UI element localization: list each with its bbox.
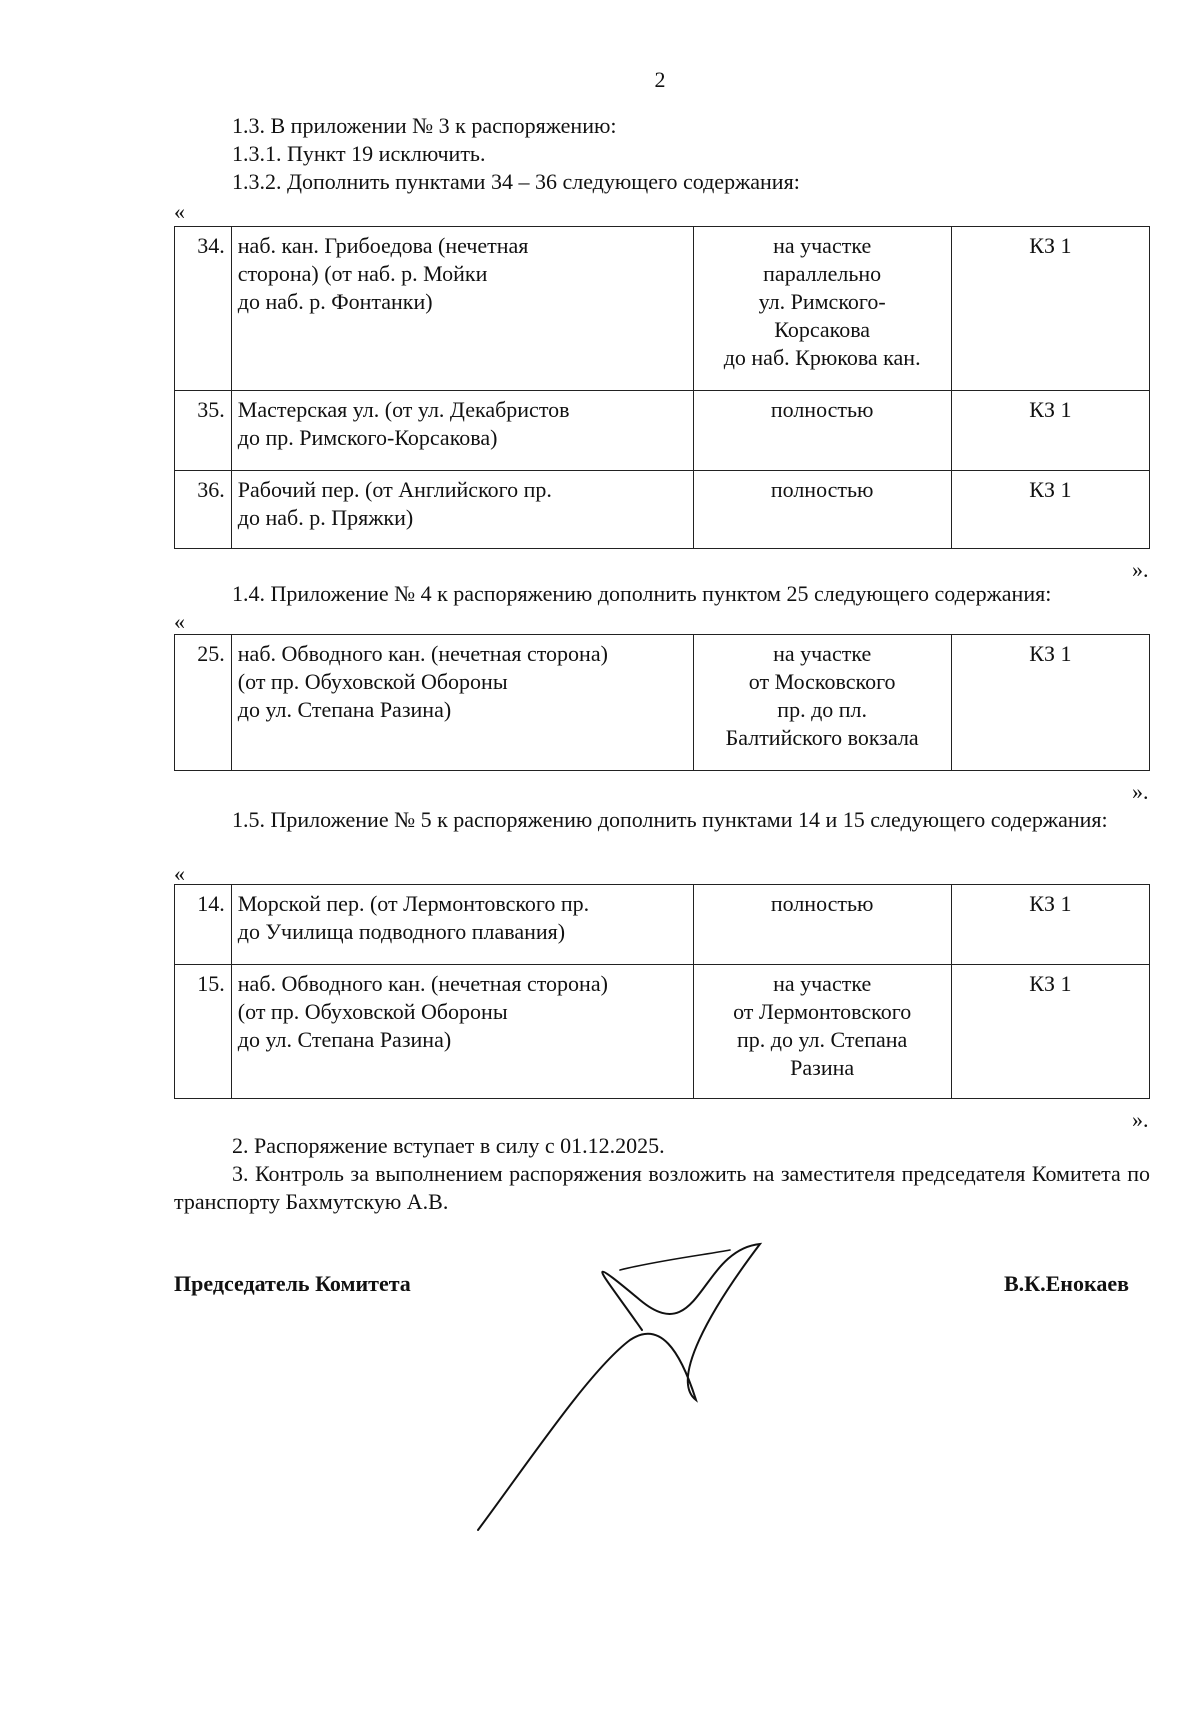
section-line: ул. Римского- (758, 289, 886, 314)
section-line: на участке (773, 971, 872, 996)
street-line: до наб. р. Пряжки) (237, 505, 414, 530)
quote-open-2: « (174, 609, 185, 634)
section-3: 3. Контроль за выполнением распоряжения возложить на заместителя председателя Комитета по транспорту Бахмутскую А.В. (174, 1161, 1150, 1214)
street-line: до Училища подводного плавания) (237, 919, 566, 944)
street-line: до наб. р. Фонтанки) (237, 289, 433, 314)
section-line: на участке (773, 641, 872, 666)
street-line: Мастерская ул. (от ул. Декабристов (237, 397, 570, 422)
row-number: 35. (175, 391, 232, 471)
table-row (175, 885, 1150, 965)
row-number: 15. (175, 965, 232, 1099)
handwritten-signature-icon (470, 1230, 770, 1550)
street-cell (231, 885, 693, 965)
quote-open-1: « (174, 199, 185, 224)
street-line: Морской пер. (от Лермонтовского пр. (237, 891, 590, 916)
table-row (175, 635, 1150, 771)
zone-cell: КЗ 1 (951, 635, 1149, 771)
street-cell (231, 635, 693, 771)
street-line: до ул. Степана Разина) (237, 697, 452, 722)
row-number: 36. (175, 471, 232, 549)
section-line: до наб. Крюкова кан. (723, 345, 921, 370)
row-number: 25. (175, 635, 232, 771)
section-cell (693, 227, 951, 391)
zone-cell: КЗ 1 (951, 885, 1149, 965)
street-line: наб. кан. Грибоедова (нечетная (237, 233, 529, 258)
zone-cell: КЗ 1 (951, 391, 1149, 471)
table-row (175, 965, 1150, 1099)
page-number: 2 (654, 67, 666, 92)
street-line: (от пр. Обуховской Обороны (237, 999, 508, 1024)
section-line: Разина (790, 1055, 855, 1080)
section-cell: полностью (693, 885, 951, 965)
quote-open-3: « (174, 861, 185, 886)
section-line: Балтийского вокзала (725, 725, 919, 750)
section-line: на участке (773, 233, 872, 258)
section-line: Корсакова (774, 317, 871, 342)
row-number: 14. (175, 885, 232, 965)
quote-close-2: ». (1132, 779, 1149, 804)
signature-stroke (478, 1244, 760, 1530)
quote-close-1: ». (1132, 557, 1149, 582)
section-line: от Лермонтовского (733, 999, 912, 1024)
zone-cell: КЗ 1 (951, 227, 1149, 391)
street-line: наб. Обводного кан. (нечетная сторона) (237, 641, 608, 666)
section-line: от Московского (748, 669, 896, 694)
street-line: Рабочий пер. (от Английского пр. (237, 477, 552, 502)
table-row (175, 471, 1150, 549)
section-line: пр. до ул. Степана (737, 1027, 908, 1052)
section-cell (693, 965, 951, 1099)
quote-close-3: ». (1132, 1107, 1149, 1132)
street-line: (от пр. Обуховской Обороны (237, 669, 508, 694)
signer-name: В.К.Енокаев (1004, 1271, 1129, 1296)
section-1-3-heading: 1.3. В приложении № 3 к распоряжению: (232, 113, 617, 138)
signer-title: Председатель Комитета (174, 1271, 411, 1296)
street-cell (231, 391, 693, 471)
street-line: до пр. Римского-Корсакова) (237, 425, 498, 450)
section-1-3-2: 1.3.2. Дополнить пунктами 34 – 36 следующего содержания: (232, 169, 800, 194)
section-1-4: 1.4. Приложение № 4 к распоряжению дополнить пунктом 25 следующего содержания: (232, 581, 1052, 606)
section-cell: полностью (693, 471, 951, 549)
section-1-5: 1.5. Приложение № 5 к распоряжению дополнить пунктами 14 и 15 следующего содержания: (232, 807, 1108, 832)
zone-cell: КЗ 1 (951, 471, 1149, 549)
table-appendix-5 (174, 884, 1150, 1099)
table-appendix-3 (174, 226, 1150, 549)
section-2: 2. Распоряжение вступает в силу с 01.12.2025. (232, 1133, 665, 1158)
row-number: 34. (175, 227, 232, 391)
street-cell (231, 227, 693, 391)
table-row (175, 227, 1150, 391)
section-1-3-1: 1.3.1. Пункт 19 исключить. (232, 141, 486, 166)
street-cell (231, 965, 693, 1099)
table-row (175, 391, 1150, 471)
street-cell (231, 471, 693, 549)
section-line: пр. до пл. (777, 697, 868, 722)
street-line: до ул. Степана Разина) (237, 1027, 452, 1052)
table-appendix-4 (174, 634, 1150, 771)
section-cell (693, 635, 951, 771)
section-line: параллельно (763, 261, 882, 286)
section-cell: полностью (693, 391, 951, 471)
zone-cell: КЗ 1 (951, 965, 1149, 1099)
street-line: сторона) (от наб. р. Мойки (237, 261, 488, 286)
signature-stroke (620, 1250, 730, 1270)
street-line: наб. Обводного кан. (нечетная сторона) (237, 971, 608, 996)
